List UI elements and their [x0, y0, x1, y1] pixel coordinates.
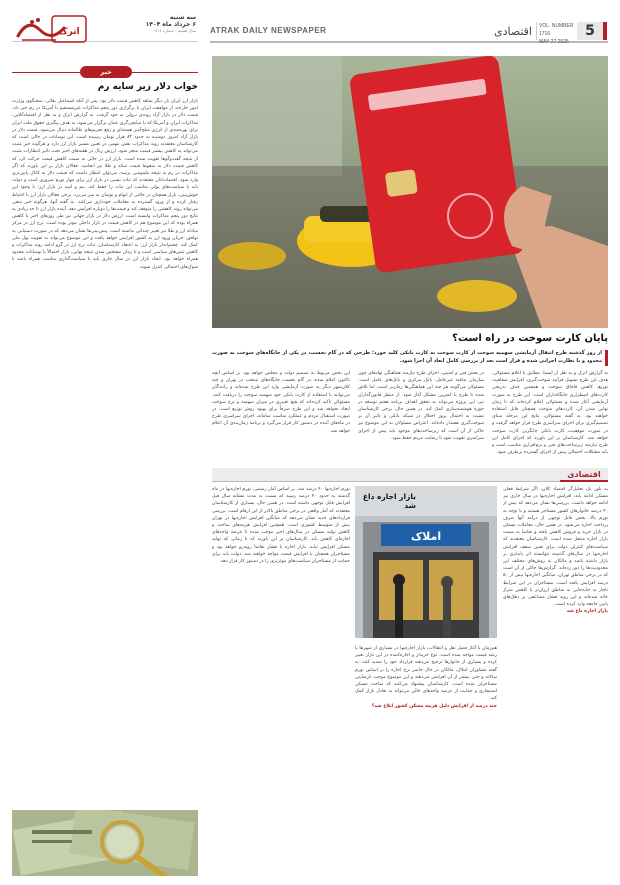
lead-intro: از روز گذشته طرح انتقال آزمایشی سهمیه سوخت از کارت سوخت به کارت بانکی کلید خورد؛ طرحی که در گام نخست، در یکی از جایگاه‌های سوخت به صورت محدود و با نظارت اجرایی شده و قرار است بعد از بررسی کامل ابعاد آن اجرا شود.	[212, 350, 608, 366]
real-estate-photo	[355, 486, 497, 638]
volume-number: VOL. NUMBER 1716	[539, 23, 574, 37]
logo-text: اترک	[58, 27, 80, 37]
lead-column-3: این بخش مربوط به تصمیم دولت و مجلس خواهد بود. بر اساس آنچه تاکنون اعلام شده، در گام نخست جایگاه‌های منتخب در تهران و چند کلان‌شهر دیگر به صورت آزمایشی وارد این طرح شده‌اند و رانندگان می‌توانند با استفاده از کارت بانکی خود سهمیه سوخت را دریافت کنند. مسئولان تاکید کرده‌اند که هیچ تغییری در میزان سهمیه و نرخ سوخت ایجاد نخواهد شد و این طرح صرفاً برای بهبود روش توزیع است. در صورت استقبال مردم و عملکرد مناسب سامانه، اجرای سراسری طرح در ماه‌های آینده در دستور کار قرار می‌گیرد و برنامه زمان‌بندی آن اعلام خواهد شد.	[212, 371, 350, 434]
lead-headline: پایان کارت سوخت در راه است؟	[452, 333, 608, 344]
date-box	[100, 14, 196, 38]
date-en: MAY 27 2025	[539, 39, 569, 45]
lead-column-1: به گزارش اترک و به نقل از ایسنا، مطابق با اعلام مسئولان، هدف این طرح تسهیل فرآیند سوخت‌گیری، افزایش شفافیت توزیع، کاهش قاچاق سوخت و همچنین حذف تدریجی کارت‌های اضطراری جایگاه‌داران است. این طرح به صورت آزمایشی آغاز شده و مسئولان اعلام کرده‌اند که تا زمان نهایی شدن آن، کارت‌های سوخت همچنان قابل استفاده خواهند بود. به گفته مسئولان، نتایج این مرحله مبنای تصمیم‌گیری برای اجرای سراسری طرح قرار خواهد گرفت و در صورت موفقیت، کارت بانکی جایگزین کارت سوخت خواهد شد. کارشناسان بر این باورند که اجرای کامل این طرح نیازمند زیرساخت‌های فنی و نرم‌افزاری مناسب است و باید مشکلات احتمالی پیش از اجرای گسترده برطرف شود.	[492, 371, 608, 456]
economy-subhead-2: چند درصد از افزایش دلیل هزینه مسکن کشور ابلاغ شد؟	[371, 703, 497, 709]
section-band-label: اقتصادی	[560, 468, 608, 482]
page-number: 5	[577, 22, 607, 40]
fuel-card-photo	[212, 56, 608, 328]
weekday: سه شنبه	[169, 14, 196, 21]
atrak-logo	[12, 10, 92, 48]
section-band	[212, 468, 608, 482]
economy-column-2	[355, 645, 497, 874]
khabar-badge: خبر	[80, 66, 132, 78]
economy-column-3: تورم اجاره‌بها ۴۰ درصد شد. بر اساس آمار رسمی، تورم اجاره‌بها در ماه گذشته به حدود ۴۰ درصد رسید که نسبت به مدت مشابه سال قبل افزایش قابل توجهی داشته است. در همین حال، بسیاری از کارشناسان معتقدند که آمار واقعی در برخی مناطق بالاتر از این ارقام است. بررسی قراردادهای جدید نشان می‌دهد که میانگین افزایش اجاره‌بها در تهران بیش از متوسط کشوری است. همچنین افزایش هزینه‌های ساخت و کاهش تولید مسکن در سال‌های اخیر موجب شده تا عرضه واحدهای اجاره‌ای کاهش یابد. کارشناسان بر این باورند که تا زمانی که تولید مسکن افزایش نیابد، بازار اجاره با فشار تقاضا روبه‌رو خواهد بود و مستاجران همچنان با افزایش قیمت مواجه خواهند شد. دولت باید برای حمایت از مستاجران سیاست‌های موثرتری را در دستور کار قرار دهد.	[212, 487, 350, 565]
section-title: اقتصادی	[493, 24, 532, 38]
economy-text-1: به باور یک تحلیل‌گر اقتصاد کلان، اگر شرایط فعلی مسکن ادامه یابد، افزایش اجاره‌بها در سال جاری نیز ادامه خواهد داشت. بررسی‌ها نشان می‌دهد که بیش از ۴۰ درصد خانوارهای کشور مستاجر هستند و با توجه به تورم بالا، بخش قابل توجهی از درآمد آنها صرف پرداخت اجاره می‌شود. در همین حال، معاملات مسکن در بازار خرید و فروش کاهش یافته و تقاضا به سمت بازار اجاره منتقل شده است. کارشناسان معتقدند که سیاست‌های کنترلی دولت برای تعیین سقف افزایش اجاره‌بها در سال‌های گذشته نتوانسته اثر پایداری بر بازار داشته باشد و مالکان به روش‌های مختلف این محدودیت‌ها را دور زده‌اند. گزارش‌ها حاکی از آن است که در برخی مناطق تهران، میانگین اجاره‌بها بیش از ۵۰ درصد افزایش یافته است. مستاجران در این شرایط ناچار به جابه‌جایی به مناطق ارزان‌تر یا کاهش متراژ خانه شده‌اند و این روند فشار مضاعفی بر دهک‌های پایین جامعه وارد کرده است.	[503, 487, 608, 608]
persian-date: ۶ خرداد ماه ۱۴۰۴	[145, 21, 196, 28]
economy-headline: بازار اجاره داغ شد	[362, 492, 416, 510]
khabar-headline: خواب دلار زیر سایه رم	[97, 82, 198, 92]
volume-box	[536, 22, 576, 45]
paper-name: ATRAK DAILY NEWSPAPER	[210, 26, 327, 35]
economy-subhead-1: بازار اجاره داغ شد	[566, 609, 608, 615]
lead-column-2: در بخش فنی و امنیتی، اجرای طرح نیازمند هماهنگی نهادهای چون سازمان پدافند غیرعامل، بانک مرکزی و بانک‌های عامل است. مسئولان می‌گویند هر چند این هماهنگی‌ها زمان‌بر است، اما تلاش شده تا طرح با کمترین مشکل آغاز شود. از منظر قانون‌گذاران نیز، این پروژه می‌تواند به تحقق اهداف برنامه هفتم توسعه در حوزه هوشمندسازی کمک کند. در همین حال، برخی کارشناسان نسبت به احتمال بروز اختلال در شبکه بانکی و تاثیر آن بر سوخت‌گیری هشدار داده‌اند. اعتراض مسئولان به این موضوع نیز حاکی از آن است که زیرساخت‌های موجود باید پیش از اجرای سراسری تقویت شود تا رضایت مردم حفظ شود.	[358, 371, 484, 441]
photo-sign-text: املاک	[410, 530, 442, 543]
economy-column-1	[503, 486, 608, 874]
money-photo	[12, 810, 198, 876]
issue-info: سال هشتم - شماره ۱۷۱۶	[152, 28, 196, 33]
khabar-body: بازار ارز ایران بار دیگر شاهد کاهش قیمت دلار بود. پس از آنکه اسماعیل بقائی، سخنگوی وزارت امور خارجه، از موافقت ایران با برگزاری دور پنجم مذاکرات غیرمستقیم با آمریکا در رم خبر داد، قیمت دلار در بازار آزاد روندی نزولی به خود گرفت. به گزارش اترک و به نقل از اقتصادآنلاین، مذاکرات ایران و آمریکا که با میانجی‌گری عمان برگزار می‌شود، به هدف پیگیری حقوق ملت ایران برای بهره‌مندی از انرژی صلح‌آمیز هسته‌ای و رفع تحریم‌های ظالمانه دنبال می‌شود. قیمت دلار در بازار آزاد امروز دوشنبه به حدود ۸۲ هزار تومان رسیده است. این نوسانات در حالی است که کارشناسان معتقدند روند مذاکرات نقش مهمی در تعیین مسیر بازار ارز دارد و هرگونه خبر مثبت می‌تواند به کاهش بیشتر قیمت منجر شود. ارزش ریال در هفته‌های اخیر تحت تاثیر انتظارات مثبت از نتیجه گفت‌وگوها تقویت شده است. بازار ارز در حالی به سمت کاهش قیمت حرکت کرد که کاهش قیمت دلار به سقوط قیمت سکه و طلا نیز انجامید. فعالان بازار بر این باورند که اگر مذاکرات در رم به نتیجه ملموسی برسد، می‌توان انتظار داشت که قیمت دلار به کانال پایین‌تری وارد شود. اقتصاددانان معتقدند که ثبات نسبی در بازار ارز برای مهار تورم ضروری است و دولت باید با سیاست‌های پولی مناسب این ثبات را حفظ کند. بیم و امید در بازار ارز: با وجود این خوش‌بینی، بازار همچنان در حالتی از ابهام و نوسان به سر می‌برد. برخی فعالان بازار ارز با احتیاط رفتار کرده و از ورود گسترده به معاملات خودداری می‌کنند. به گفته آنها، هرگونه خبر منفی می‌تواند روند کاهشی را متوقف کند و قیمت‌ها را دوباره افزایش دهد. آینده بازار ارز تا حد زیادی به نتایج دور پنجم مذاکرات وابسته است. ارزش دلار در بازار جهانی نیز طی روزهای اخیر با کاهش همراه بوده که این موضوع هم در کاهش قیمت در بازار داخلی موثر بوده است. نرخ ارز در مرکز مبادله ارز و طلا نیز تغییر چندانی نداشته است. پیش‌بینی‌ها نشان می‌دهد که در صورت دستیابی به توافق، جریان ورود ارز به کشور افزایش خواهد یافت و این موضوع می‌تواند به تقویت پول ملی کمک کند. چشم‌انداز بازار ارز: به اعتقاد کارشناسان، ثبات نرخ ارز در گرو ادامه روند مذاکرات و کاهش تنش‌های سیاسی است و تا زمان مشخص شدن نتیجه نهایی، بازار احتمالاً با نوسانات محدود همراه خواهد بود. ایجاد بازار ارز در سال جاری باید با سیاست‌گذاری مناسب همراه باشد تا شوک‌های احتمالی کنترل شوند.	[12, 99, 198, 270]
economy-text-2: هم‌زمان با آغاز فصل نقل و انتقالات، بازار اجاره‌بها در بسیاری از شهرها با رشد قیمت مواجه شده است. نوع خریدار و اجاره‌کننده در این بازار تغییر کرده و بسیاری از خانوارها ترجیح می‌دهند قرارداد خود را تمدید کنند. به گفته مشاوران املاک، مالکان در حال حاضر نرخ اجاره را بر اساس تورم سالانه و حتی بیشتر از آن افزایش می‌دهند و این موضوع موجب نارضایتی مستاجران شده است. کارشناسان پیشنهاد می‌کنند که ساخت مسکن استیجاری و حمایت از عرضه واحدهای خالی می‌تواند به تعادل بازار کمک کند.	[355, 646, 497, 702]
